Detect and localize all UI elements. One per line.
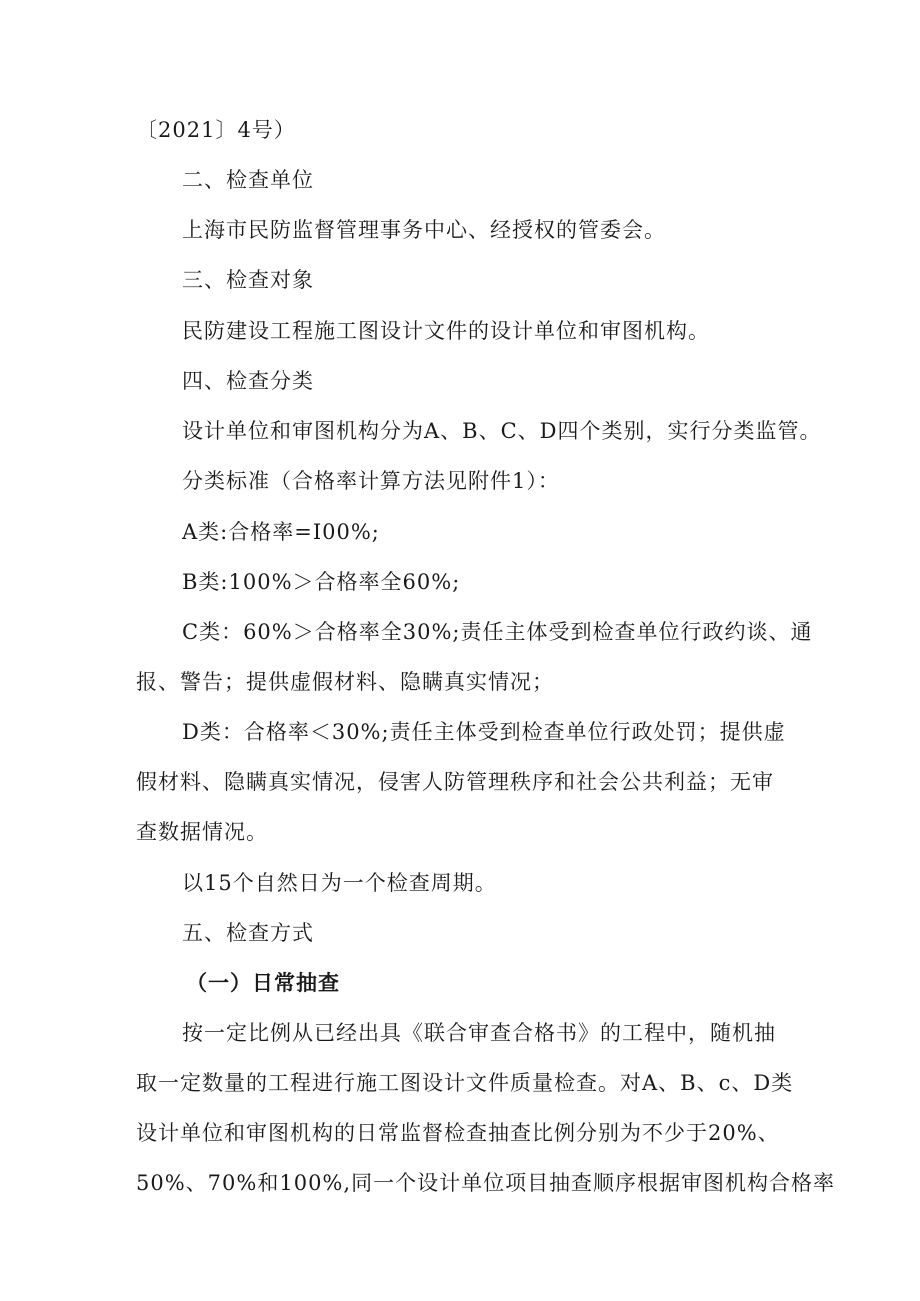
paragraph-line: 假材料、隐瞒真实情况，侵害人防管理秩序和社会公共利益；无审 [136, 770, 774, 794]
section-heading-inspection-method: 五、检查方式 [182, 921, 314, 945]
category-d-line: D类：合格率＜30%;责任主体受到检查单位行政处罚；提供虚 [182, 720, 786, 744]
category-a-line: A类:合格率=I00%; [182, 520, 380, 544]
paragraph-line: 查数据情况。 [136, 820, 268, 844]
paragraph-line: 分类标准（合格率计算方法见附件1）： [182, 469, 560, 493]
category-c-line: C类：60%＞合格率全30%;责任主体受到检查单位行政约谈、通 [182, 620, 813, 644]
section-heading-inspection-unit: 二、检查单位 [182, 168, 314, 192]
paragraph-line: 报、警告；提供虚假材料、隐瞒真实情况； [136, 670, 554, 694]
paragraph-line: 设计单位和审图机构的日常监督检查抽查比例分别为不少于20%、 [136, 1121, 780, 1145]
paragraph-line: 按一定比例从已经出具《联合审查合格书》的工程中，随机抽 [182, 1021, 776, 1045]
section-heading-inspection-object: 三、检查对象 [182, 268, 314, 292]
paragraph-line: 以15个自然日为一个检查周期。 [182, 871, 497, 895]
category-b-line: B类:100%＞合格率全60%; [182, 570, 461, 594]
subsection-heading-routine-check: （一）日常抽查 [186, 971, 340, 995]
paragraph-line: 取一定数量的工程进行施工图设计文件质量检查。对A、B、c、D类 [136, 1071, 794, 1095]
paragraph-line: 上海市民防监督管理事务中心、经授权的管委会。 [182, 218, 666, 242]
paragraph-line: 民防建设工程施工图设计文件的设计单位和审图机构。 [182, 319, 710, 343]
text-line-doc-number: 〔2021〕4号） [136, 118, 296, 142]
section-heading-inspection-category: 四、检查分类 [182, 369, 314, 393]
paragraph-line: 50%、70%和100%,同一个设计单位项目抽查顺序根据审图机构合格率 [136, 1171, 836, 1195]
paragraph-line: 设计单位和审图机构分为A、B、C、D四个类别，实行分类监管。 [182, 419, 822, 443]
